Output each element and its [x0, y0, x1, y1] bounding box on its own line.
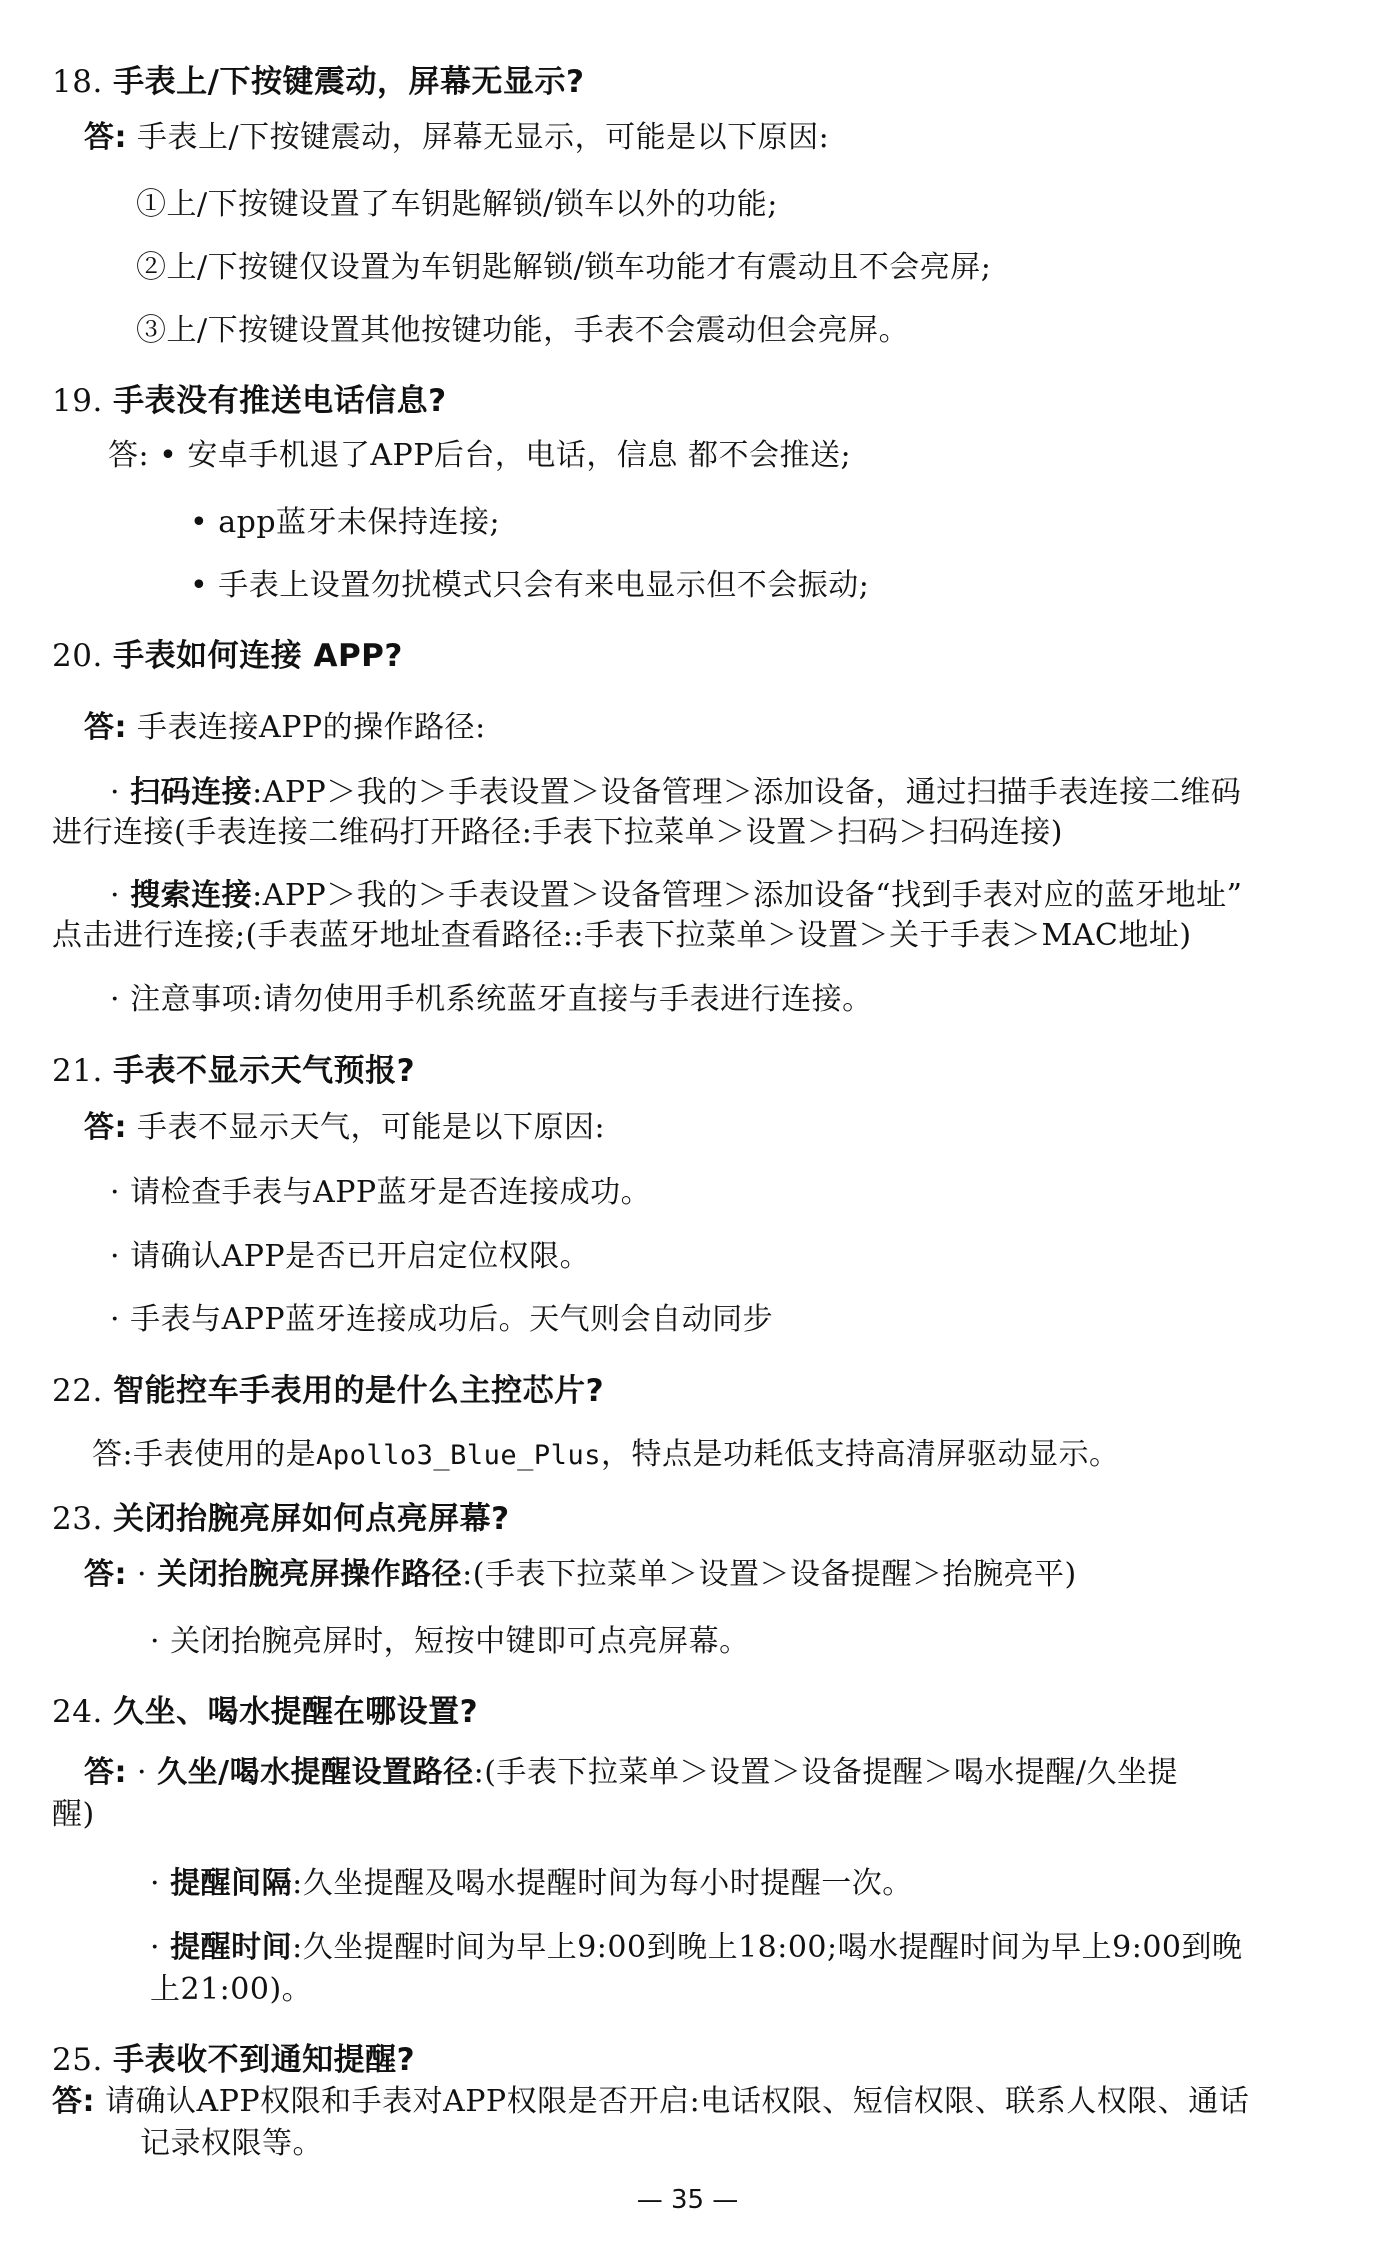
answer-text-post: ，特点是功耗低支持高清屏驱动显示。: [600, 1437, 1120, 1472]
question-title: 关闭抬腕亮屏如何点亮屏幕?: [113, 1501, 510, 1537]
answer-22: [92, 1435, 1119, 1476]
bullet: ·: [110, 775, 121, 810]
reminder-time: [150, 1928, 1243, 1968]
search-connect-cont: 点击进行连接;(手表蓝牙地址查看路径::手表下拉菜单＞设置＞关于手表＞MAC地址): [52, 918, 1192, 953]
answer-21: [84, 1108, 605, 1148]
question-title: 久坐、喝水提醒在哪设置?: [113, 1694, 479, 1730]
answer-label: 答:: [84, 1755, 127, 1790]
path-label: 关闭抬腕亮屏操作路径: [157, 1557, 463, 1592]
path-label: 久坐/喝水提醒设置路径: [157, 1755, 474, 1790]
question-number: 23.: [52, 1501, 103, 1537]
answer-text: 手表不显示天气，可能是以下原因:: [137, 1110, 606, 1145]
question-number: 21.: [52, 1053, 103, 1089]
answer-label: 答:: [84, 1557, 127, 1592]
scan-connect-cont: 进行连接(手表连接二维码打开路径:手表下拉菜单＞设置＞扫码＞扫码连接): [52, 815, 1064, 850]
answer-18-item-1: ①上/下按键设置了车钥匙解锁/锁车以外的功能;: [136, 187, 778, 222]
answer-24-cont: 醒): [52, 1797, 95, 1832]
question-18: [52, 62, 584, 102]
interval-text: :久坐提醒及喝水提醒时间为每小时提醒一次。: [292, 1866, 913, 1901]
reminder-time-cont: 上21:00)。: [150, 1972, 313, 2007]
answer-18: [84, 118, 829, 158]
path-text: :(手表下拉菜单＞设置＞设备提醒＞喝水提醒/久坐提: [473, 1755, 1179, 1790]
answer-text-pre: 答:手表使用的是: [92, 1437, 317, 1472]
question-number: 24.: [52, 1694, 103, 1730]
question-number: 19.: [52, 383, 103, 419]
answer-18-item-2: ②上/下按键仅设置为车钥匙解锁/锁车功能才有震动且不会亮屏;: [136, 250, 992, 285]
search-connect-label: 搜索连接: [130, 878, 253, 913]
question-title: 手表如何连接 APP?: [113, 638, 403, 674]
question-title: 手表没有推送电话信息?: [113, 383, 447, 419]
answer-text: 手表连接APP的操作路径:: [137, 710, 486, 745]
scan-connect-label: 扫码连接: [130, 775, 253, 810]
answer-21-item-2: · 请确认APP是否已开启定位权限。: [110, 1239, 591, 1274]
answer-21-item-3: · 手表与APP蓝牙连接成功后。天气则会自动同步: [110, 1302, 774, 1337]
time-label: 提醒时间: [170, 1930, 293, 1965]
question-21: [52, 1051, 415, 1091]
question-title: 手表上/下按键震动，屏幕无显示?: [113, 64, 585, 100]
question-title: 手表收不到通知提醒?: [113, 2042, 416, 2078]
bullet: ·: [110, 878, 121, 913]
answer-19: [108, 436, 851, 476]
reminder-interval: [150, 1864, 913, 1904]
answer-label: 答:: [108, 438, 150, 473]
bullet: ·: [137, 1557, 148, 1592]
page-number: — 35 —: [636, 2185, 739, 2215]
bullet: ·: [150, 1930, 161, 1965]
connect-note: · 注意事项:请勿使用手机系统蓝牙直接与手表进行连接。: [110, 982, 873, 1017]
answer-label: 答:: [84, 710, 127, 745]
answer-25: [52, 2082, 1249, 2122]
question-title: 手表不显示天气预报?: [113, 1053, 416, 1089]
question-19: [52, 381, 447, 421]
search-connect: [110, 876, 1242, 916]
question-number: 18.: [52, 64, 103, 100]
answer-25-cont: 记录权限等。: [140, 2126, 323, 2161]
question-23: [52, 1499, 510, 1539]
answer-19-item-2: • 手表上设置勿扰模式只会有来电显示但不会振动;: [190, 568, 870, 603]
answer-18-item-3: ③上/下按键设置其他按键功能，手表不会震动但会亮屏。: [136, 313, 910, 348]
time-text: :久坐提醒时间为早上9:00到晚上18:00;喝水提醒时间为早上9:00到晚: [292, 1930, 1243, 1965]
answer-label: 答:: [84, 120, 127, 155]
bullet: ·: [137, 1755, 148, 1790]
answer-label: 答:: [84, 1110, 127, 1145]
question-25: [52, 2040, 415, 2080]
question-22: [52, 1371, 604, 1411]
scan-connect: [110, 773, 1241, 813]
answer-20: [84, 708, 486, 748]
interval-label: 提醒间隔: [170, 1866, 293, 1901]
bullet: ·: [150, 1866, 161, 1901]
question-number: 25.: [52, 2042, 103, 2078]
answer-24: [84, 1753, 1178, 1793]
question-number: 20.: [52, 638, 103, 674]
answer-text: 手表上/下按键震动，屏幕无显示，可能是以下原因:: [137, 120, 830, 155]
chip-name: Apollo3_Blue_Plus: [316, 1440, 601, 1471]
question-number: 22.: [52, 1373, 103, 1409]
scan-connect-text: :APP＞我的＞手表设置＞设备管理＞添加设备，通过扫描手表连接二维码: [252, 775, 1242, 810]
answer-21-item-1: · 请检查手表与APP蓝牙是否连接成功。: [110, 1175, 652, 1210]
question-24: [52, 1692, 478, 1732]
answer-text: 请确认APP权限和手表对APP权限是否开启:电话权限、短信权限、联系人权限、通话: [105, 2084, 1250, 2119]
answer-label: 答:: [52, 2084, 95, 2119]
question-20: [52, 636, 403, 676]
answer-23: [84, 1555, 1077, 1595]
answer-19-item-1: • app蓝牙未保持连接;: [190, 505, 501, 540]
answer-23-item: · 关闭抬腕亮屏时，短按中键即可点亮屏幕。: [150, 1624, 750, 1659]
answer-text: • 安卓手机退了APP后台，电话，信息 都不会推送;: [159, 438, 852, 473]
path-text: :(手表下拉菜单＞设置＞设备提醒＞抬腕亮平): [462, 1557, 1077, 1592]
search-connect-text: :APP＞我的＞手表设置＞设备管理＞添加设备“找到手表对应的蓝牙地址”: [252, 878, 1243, 913]
question-title: 智能控车手表用的是什么主控芯片?: [113, 1373, 605, 1409]
